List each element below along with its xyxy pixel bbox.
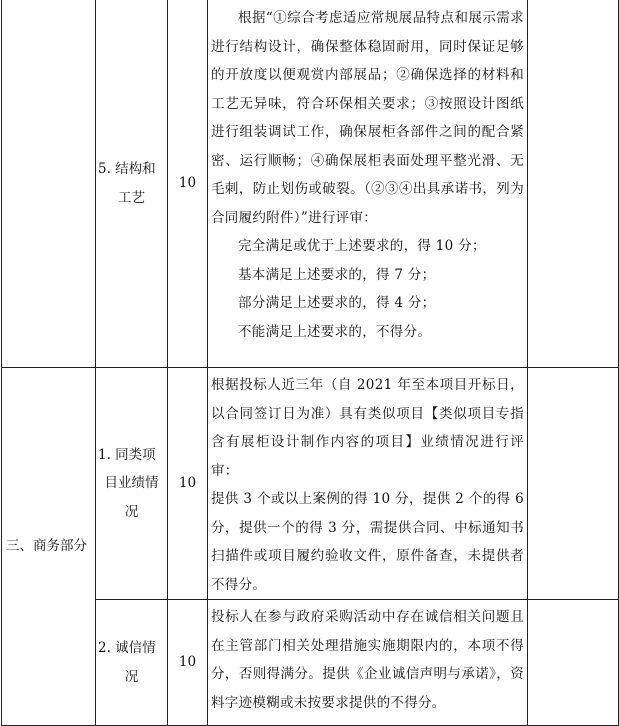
score-cell: 10 bbox=[168, 0, 208, 368]
criteria-cell bbox=[208, 0, 528, 368]
criteria-paragraph: 投标人在参与政府采购活动中存在诚信相关问题且在主管部门相关处理措施实施期限内的，本项不得分，否则得满分。提供《企业诚信声明与承诺》，资料字迹模糊或未按要求提供的不得分。 bbox=[211, 609, 524, 711]
remark-cell bbox=[528, 0, 619, 368]
criteria-tier: 完全满足或优于上述要求的，得 10 分； bbox=[238, 238, 486, 254]
item-name-line: 目业绩情 bbox=[104, 475, 159, 492]
criteria-tier: 部分满足上述要求的，得 4 分； bbox=[238, 295, 436, 311]
criteria-cell bbox=[208, 368, 528, 600]
item-name-cell bbox=[96, 0, 168, 368]
item-name-line: 工艺 bbox=[118, 189, 145, 206]
criteria-tier: 不能满足上述要求的，不得分。 bbox=[238, 323, 432, 340]
category-cell bbox=[2, 0, 96, 368]
criteria-paragraph: 根据投标人近三年（自 2021 年至本项目开标日，以合同签订日为准）具有类似项目【类似项目专指含有展柜设计制作内容的项目】业绩情况进行评审： bbox=[211, 377, 524, 479]
scoring-table bbox=[1, 0, 619, 726]
score-cell: 10 bbox=[168, 368, 208, 600]
criteria-tier: 基本满足上述要求的，得 7 分； bbox=[238, 266, 436, 283]
criteria-cell bbox=[208, 600, 528, 726]
table-row bbox=[2, 368, 619, 600]
item-name-line: 1. 同类项 bbox=[98, 446, 156, 463]
item-name-cell bbox=[96, 368, 168, 600]
category-cell: 三、商务部分 bbox=[2, 368, 96, 726]
remark-cell bbox=[528, 600, 619, 726]
criteria-paragraph: 根据“①综合考虑适应常规展品特点和展示需求进行结构设计，确保整体稳固耐用，同时保证足够的开放度以便观赏内部展品；②确保选择的材料和工艺无异味，符合环保相关要求；③按照设计图纸进行组装调试工作，确保展柜各部件之间的配合紧密、运行顺畅；④确保展柜表面处理平整光滑、无毛刺，防止划伤或破裂。（②③④出具承诺书，列为合同履约附件）”进行评审： bbox=[211, 10, 524, 226]
item-name-line: 5. 结构和 bbox=[98, 161, 156, 177]
item-name-line: 况 bbox=[124, 503, 139, 520]
item-name-line: 2. 诚信情 bbox=[98, 640, 156, 656]
table-row bbox=[2, 0, 619, 368]
criteria-paragraph: 提供 3 个或以上案例的得 10 分，提供 2 个的得 6 分，提供一个的得 3 分，需提供合同、中标通知书扫描件或项目履约验收文件，原件备查，未提供者不得分。 bbox=[211, 491, 524, 593]
item-name-line: 况 bbox=[124, 668, 139, 685]
score-cell: 10 bbox=[168, 600, 208, 726]
remark-cell bbox=[528, 368, 619, 600]
item-name-cell bbox=[96, 600, 168, 726]
